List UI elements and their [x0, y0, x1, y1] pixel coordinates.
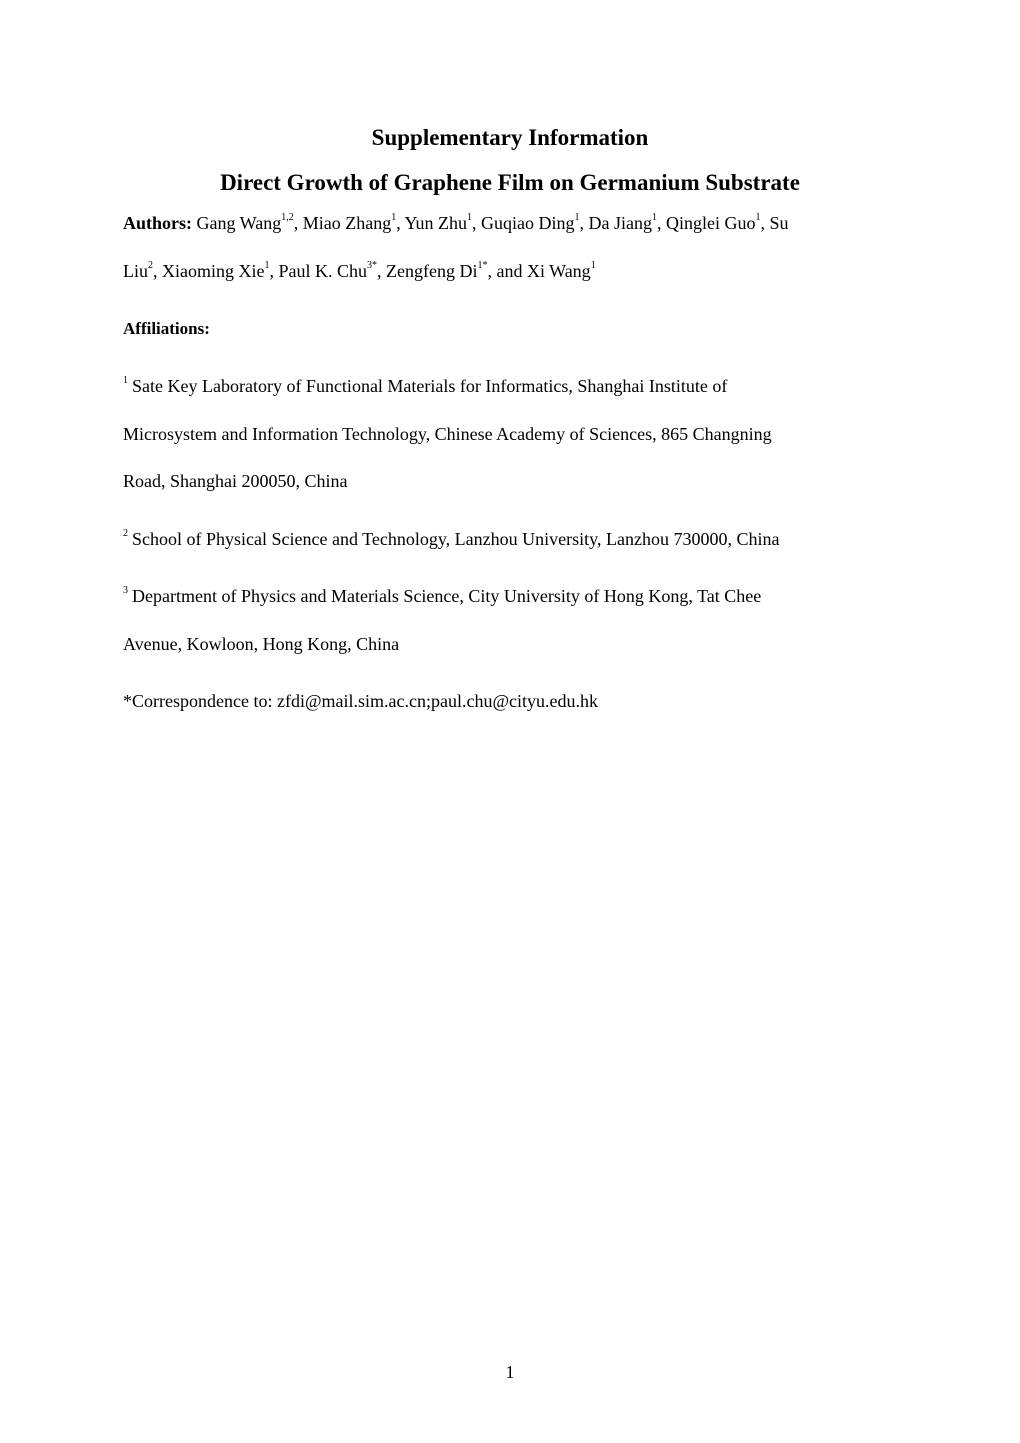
author-name: Paul K. Chu [278, 261, 367, 281]
affiliation-mark: 3 [123, 585, 128, 596]
authors-label: Authors: [123, 213, 193, 233]
author-affiliation-mark: 3* [367, 260, 377, 271]
author-affiliation-mark: 1* [477, 260, 488, 271]
affiliation-mark: 2 [123, 528, 128, 539]
author-separator: , [377, 261, 386, 281]
author-name: Guqiao Ding [481, 213, 575, 233]
author-separator: , [657, 213, 667, 233]
author-affiliation-mark: 1 [652, 212, 658, 223]
author-name: Zengfeng Di [386, 261, 478, 281]
author-affiliation-mark: 1,2 [281, 212, 294, 223]
author-name: Qinglei Guo [666, 213, 756, 233]
author-separator: , [293, 213, 303, 233]
author-affiliation-mark: 2 [148, 260, 153, 271]
affiliation-mark: 1 [123, 375, 128, 386]
author-separator: , [153, 261, 162, 281]
affiliations-label: Affiliations: [123, 319, 210, 338]
affiliation-2-line-1 [123, 528, 779, 550]
affiliation-text: School of Physical Science and Technology, Lanzhou University, Lanzhou 730000, China [132, 529, 780, 549]
affiliation-1-line-3: Road, Shanghai 200050, China [123, 471, 348, 491]
author-affiliation-mark: 1 [264, 260, 270, 271]
author-affiliation-mark: 1 [391, 212, 397, 223]
affiliation-3-line-2: Avenue, Kowloon, Hong Kong, China [123, 634, 400, 654]
authors-line-1 [123, 212, 789, 234]
author-separator: , [579, 213, 589, 233]
author-separator: , [472, 213, 482, 233]
author-name: Miao Zhang [302, 213, 392, 233]
author-name: Gang Wang [196, 213, 282, 233]
document-title: Supplementary Information [371, 125, 649, 150]
author-separator: , and [487, 261, 527, 281]
page-number: 1 [505, 1362, 515, 1382]
author-affiliation-mark: 1 [467, 212, 473, 223]
author-name: Yun Zhu [404, 213, 468, 233]
affiliation-1-line-2: Microsystem and Information Technology, Chinese Academy of Sciences, 865 Changning [123, 424, 772, 444]
author-name: Xiaoming Xie [162, 261, 265, 281]
affiliation-text: Sate Key Laboratory of Functional Materials for Informatics, Shanghai Institute of [132, 376, 728, 396]
author-separator: , [396, 213, 405, 233]
authors-line-2 [123, 260, 596, 282]
document-subtitle: Direct Growth of Graphene Film on Germanium Substrate [220, 170, 800, 195]
author-separator: , Su [760, 213, 789, 233]
author-separator: , [269, 261, 279, 281]
correspondence: *Correspondence to: zfdi@mail.sim.ac.cn;paul.chu@cityu.edu.hk [123, 691, 599, 711]
author-name: Da Jiang [588, 213, 653, 233]
affiliation-3-line-1 [123, 585, 761, 607]
affiliation-1-line-1 [123, 375, 727, 397]
author-affiliation-mark: 1 [590, 260, 596, 271]
author-affiliation-mark: 1 [755, 212, 761, 223]
author-name: Xi Wang [526, 261, 591, 281]
affiliation-text: Department of Physics and Materials Science, City University of Hong Kong, Tat Chee [132, 586, 762, 606]
author-affiliation-mark: 1 [574, 212, 580, 223]
author-name: Liu [123, 261, 148, 281]
